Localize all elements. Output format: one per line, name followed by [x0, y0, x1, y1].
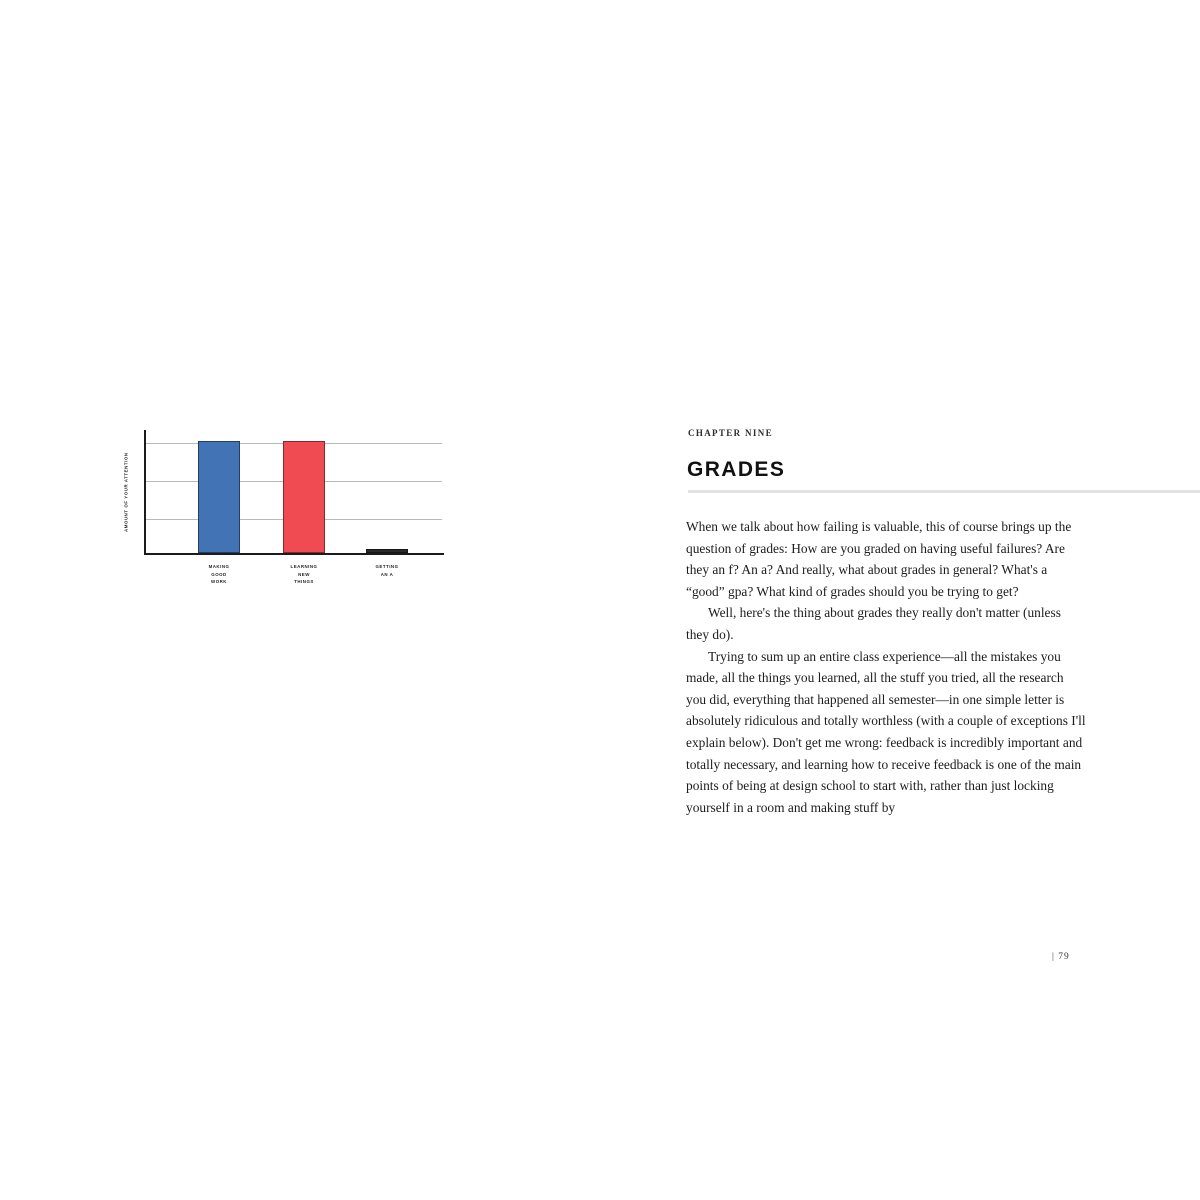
x-label-line: GOOD — [211, 571, 227, 577]
bar-slot-making-good-work — [198, 430, 240, 553]
x-label-line: WORK — [211, 579, 227, 585]
x-label-line: MAKING — [208, 564, 230, 569]
x-label-learning-new-things — [266, 563, 342, 586]
chapter-eyebrow: CHAPTER NINE — [688, 428, 773, 438]
x-label-line: GETTING — [375, 564, 399, 569]
bar-learning-new-things[interactable] — [283, 441, 325, 553]
x-label-line: NEW — [298, 571, 310, 577]
y-axis-label — [112, 430, 142, 555]
bar-slot-getting-an-a — [366, 430, 408, 553]
bar-making-good-work[interactable] — [198, 441, 240, 553]
paragraph: Trying to sum up an entire class experience—all the mistakes you made, all the things you learned, all the stuff you tried, all the research you did, everything that happened all semester—in one simple letter is absolutely ridiculous and totally worthless (with a couple of exceptions I'll explain below). Don't get me wrong: feedback is incredibly important and totally necessary, and learning how to receive feedback is one of the main points of being at design school to start with, rather than just locking yourself in a room and making stuff by — [686, 648, 1086, 815]
page-folio: | 79 — [1052, 952, 1070, 962]
x-axis-line — [144, 553, 444, 555]
bar-chart-figure — [112, 430, 457, 620]
bar-getting-an-a[interactable] — [366, 549, 408, 553]
page-title: GRADES — [687, 458, 786, 482]
paragraph: Well, here's the thing about grades they really don't matter (unless they do). — [686, 605, 1061, 642]
x-label-line: LEARNING — [290, 564, 318, 569]
chart-bars — [146, 430, 442, 553]
title-divider — [688, 490, 1200, 493]
y-axis-label-line1: AMOUNT OF — [123, 500, 129, 533]
x-label-making-good-work — [181, 563, 257, 586]
x-label-line: THINGS — [294, 579, 314, 585]
x-label-getting-an-a — [349, 563, 425, 578]
paragraph: When we talk about how failing is valuable, this of course brings up the question of grades: How are you graded on having useful failures? Are they an f? An a? And really, what about grades in general? What's a “good” gpa? What kind of grades should you be trying to get? — [686, 519, 1072, 599]
bar-slot-learning-new-things — [283, 430, 325, 553]
chart-plot-area — [144, 430, 444, 555]
x-axis-labels — [146, 563, 442, 613]
right-page — [600, 0, 1200, 1200]
x-label-line: AN A — [380, 571, 394, 577]
body-copy — [686, 516, 1086, 818]
y-axis-label-line2: YOUR ATTENTION — [123, 452, 129, 499]
